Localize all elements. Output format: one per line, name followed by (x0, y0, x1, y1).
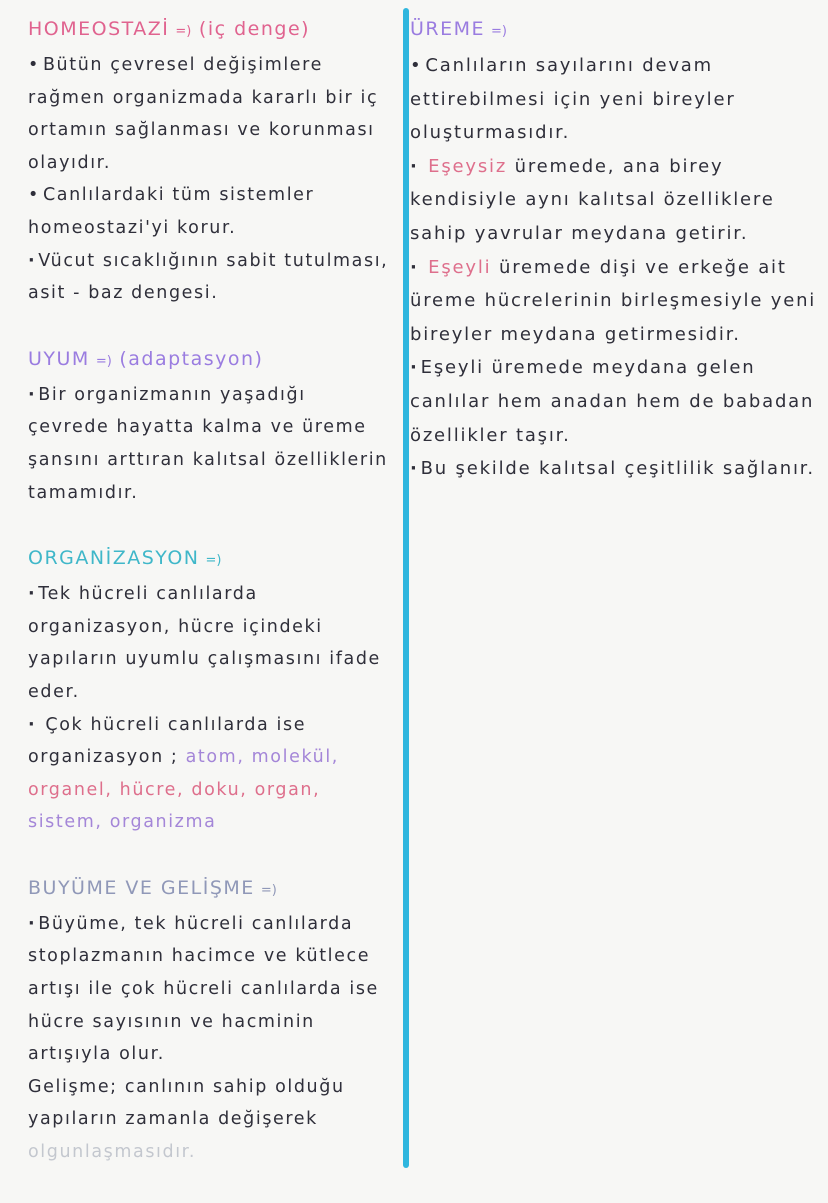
right-column (410, 14, 818, 520)
uyum-paragraph-1: · Bir organizmanın yaşadığı çevrede hayatta kalma ve üreme şansını arttıran kalıtsal özelliklerin tamamıdır. (28, 379, 394, 509)
homeostazi-paragraph-3: · Vücut sıcaklığının sabit tutulması, asit - baz dengesi. (28, 245, 394, 310)
heading-homeostazi (28, 14, 394, 47)
ureme-paragraph-4: · Eşeyli üremede meydana gelen canlılar hem anadan hem de babadan özellikler taşır. (410, 351, 818, 452)
organizasyon-list-b: organel, hücre, doku, organ, (28, 779, 321, 800)
buyume-title: BUYÜME VE GELİŞME (28, 876, 255, 899)
ureme-paragraph-2 (410, 150, 818, 251)
heading-uyum (28, 344, 394, 377)
organizasyon-paragraph-2-start: Çok hücreli canlılarda ise organizasyon ; (28, 714, 307, 768)
ureme-paragraph-1: • Canlıların sayılarını devam ettirebilmesi için yeni bireyler oluşturmasıdır. (410, 49, 818, 150)
heading-buyume (28, 873, 394, 906)
buyume-paragraph-1: · Büyüme, tek hücreli canlılarda stoplazmanın hacimce ve kütlece artışı ile çok hücreli canlılarda ise hücre sayısının ve hacminin artışıyla olur. (28, 908, 394, 1071)
homeostazi-arrow: =) (175, 24, 192, 39)
section-organizasyon (28, 543, 394, 839)
uyum-arrow: =) (95, 353, 112, 369)
organizasyon-paragraph-1: · Tek hücreli canlılarda organizasyon, hücre içindeki yapıların uyumlu çalışmasını ifade eder. (28, 578, 394, 708)
heading-organizasyon (28, 543, 394, 576)
ureme-paragraph-5: · Bu şekilde kalıtsal çeşitlilik sağlanır. (410, 452, 818, 486)
buyume-paragraph-3: olgunlaşmasıdır. (28, 1142, 197, 1163)
ureme-title: ÜREME (410, 18, 486, 40)
organizasyon-list-c: sistem, organizma (28, 812, 217, 833)
ureme-eseysiz-highlight: Eşeysiz (428, 155, 508, 177)
heading-ureme (410, 14, 818, 47)
uyum-title: UYUM (28, 347, 90, 370)
section-ureme (410, 14, 818, 486)
homeostazi-paragraph-1: • Bütün çevresel değişimlere rağmen organizmada kararlı bir iç ortamın sağlanması ve korunması olayıdır. (28, 49, 394, 179)
ureme-paragraph-3-text: üremede dişi ve erkeğe ait üreme hücrelerinin birleşmesiyle yeni bireyler meydana getirmesidir. (410, 256, 817, 345)
homeostazi-paragraph-2: • Canlılardaki tüm sistemler homeostazi'yi korur. (28, 179, 394, 244)
organizasyon-arrow: =) (205, 553, 222, 569)
left-column (28, 14, 394, 1203)
organizasyon-list-a: atom, molekül, (185, 747, 339, 768)
organizasyon-paragraph-2 (28, 709, 394, 839)
homeostazi-title: HOMEOSTAZİ (28, 18, 170, 40)
section-buyume (28, 873, 394, 1169)
ureme-paragraph-3 (410, 251, 818, 352)
homeostazi-subtitle: (iç denge) (198, 18, 311, 40)
buyume-paragraph-2: Gelişme; canlının sahip olduğu yapıların zamanla değişerek (28, 1076, 345, 1130)
ureme-arrow: =) (491, 24, 507, 39)
organizasyon-title: ORGANİZASYON (28, 547, 200, 570)
ureme-paragraph-2-text: üremede, ana birey kendisiyle aynı kalıtsal özelliklere sahip yavrular meydana getirir. (410, 155, 775, 244)
section-homeostazi (28, 14, 394, 310)
buyume-arrow: =) (260, 882, 277, 898)
section-uyum (28, 344, 394, 509)
column-divider (403, 8, 409, 1168)
ureme-eseyli-highlight: Eşeyli (428, 256, 492, 278)
uyum-subtitle: (adaptasyon) (119, 347, 264, 370)
